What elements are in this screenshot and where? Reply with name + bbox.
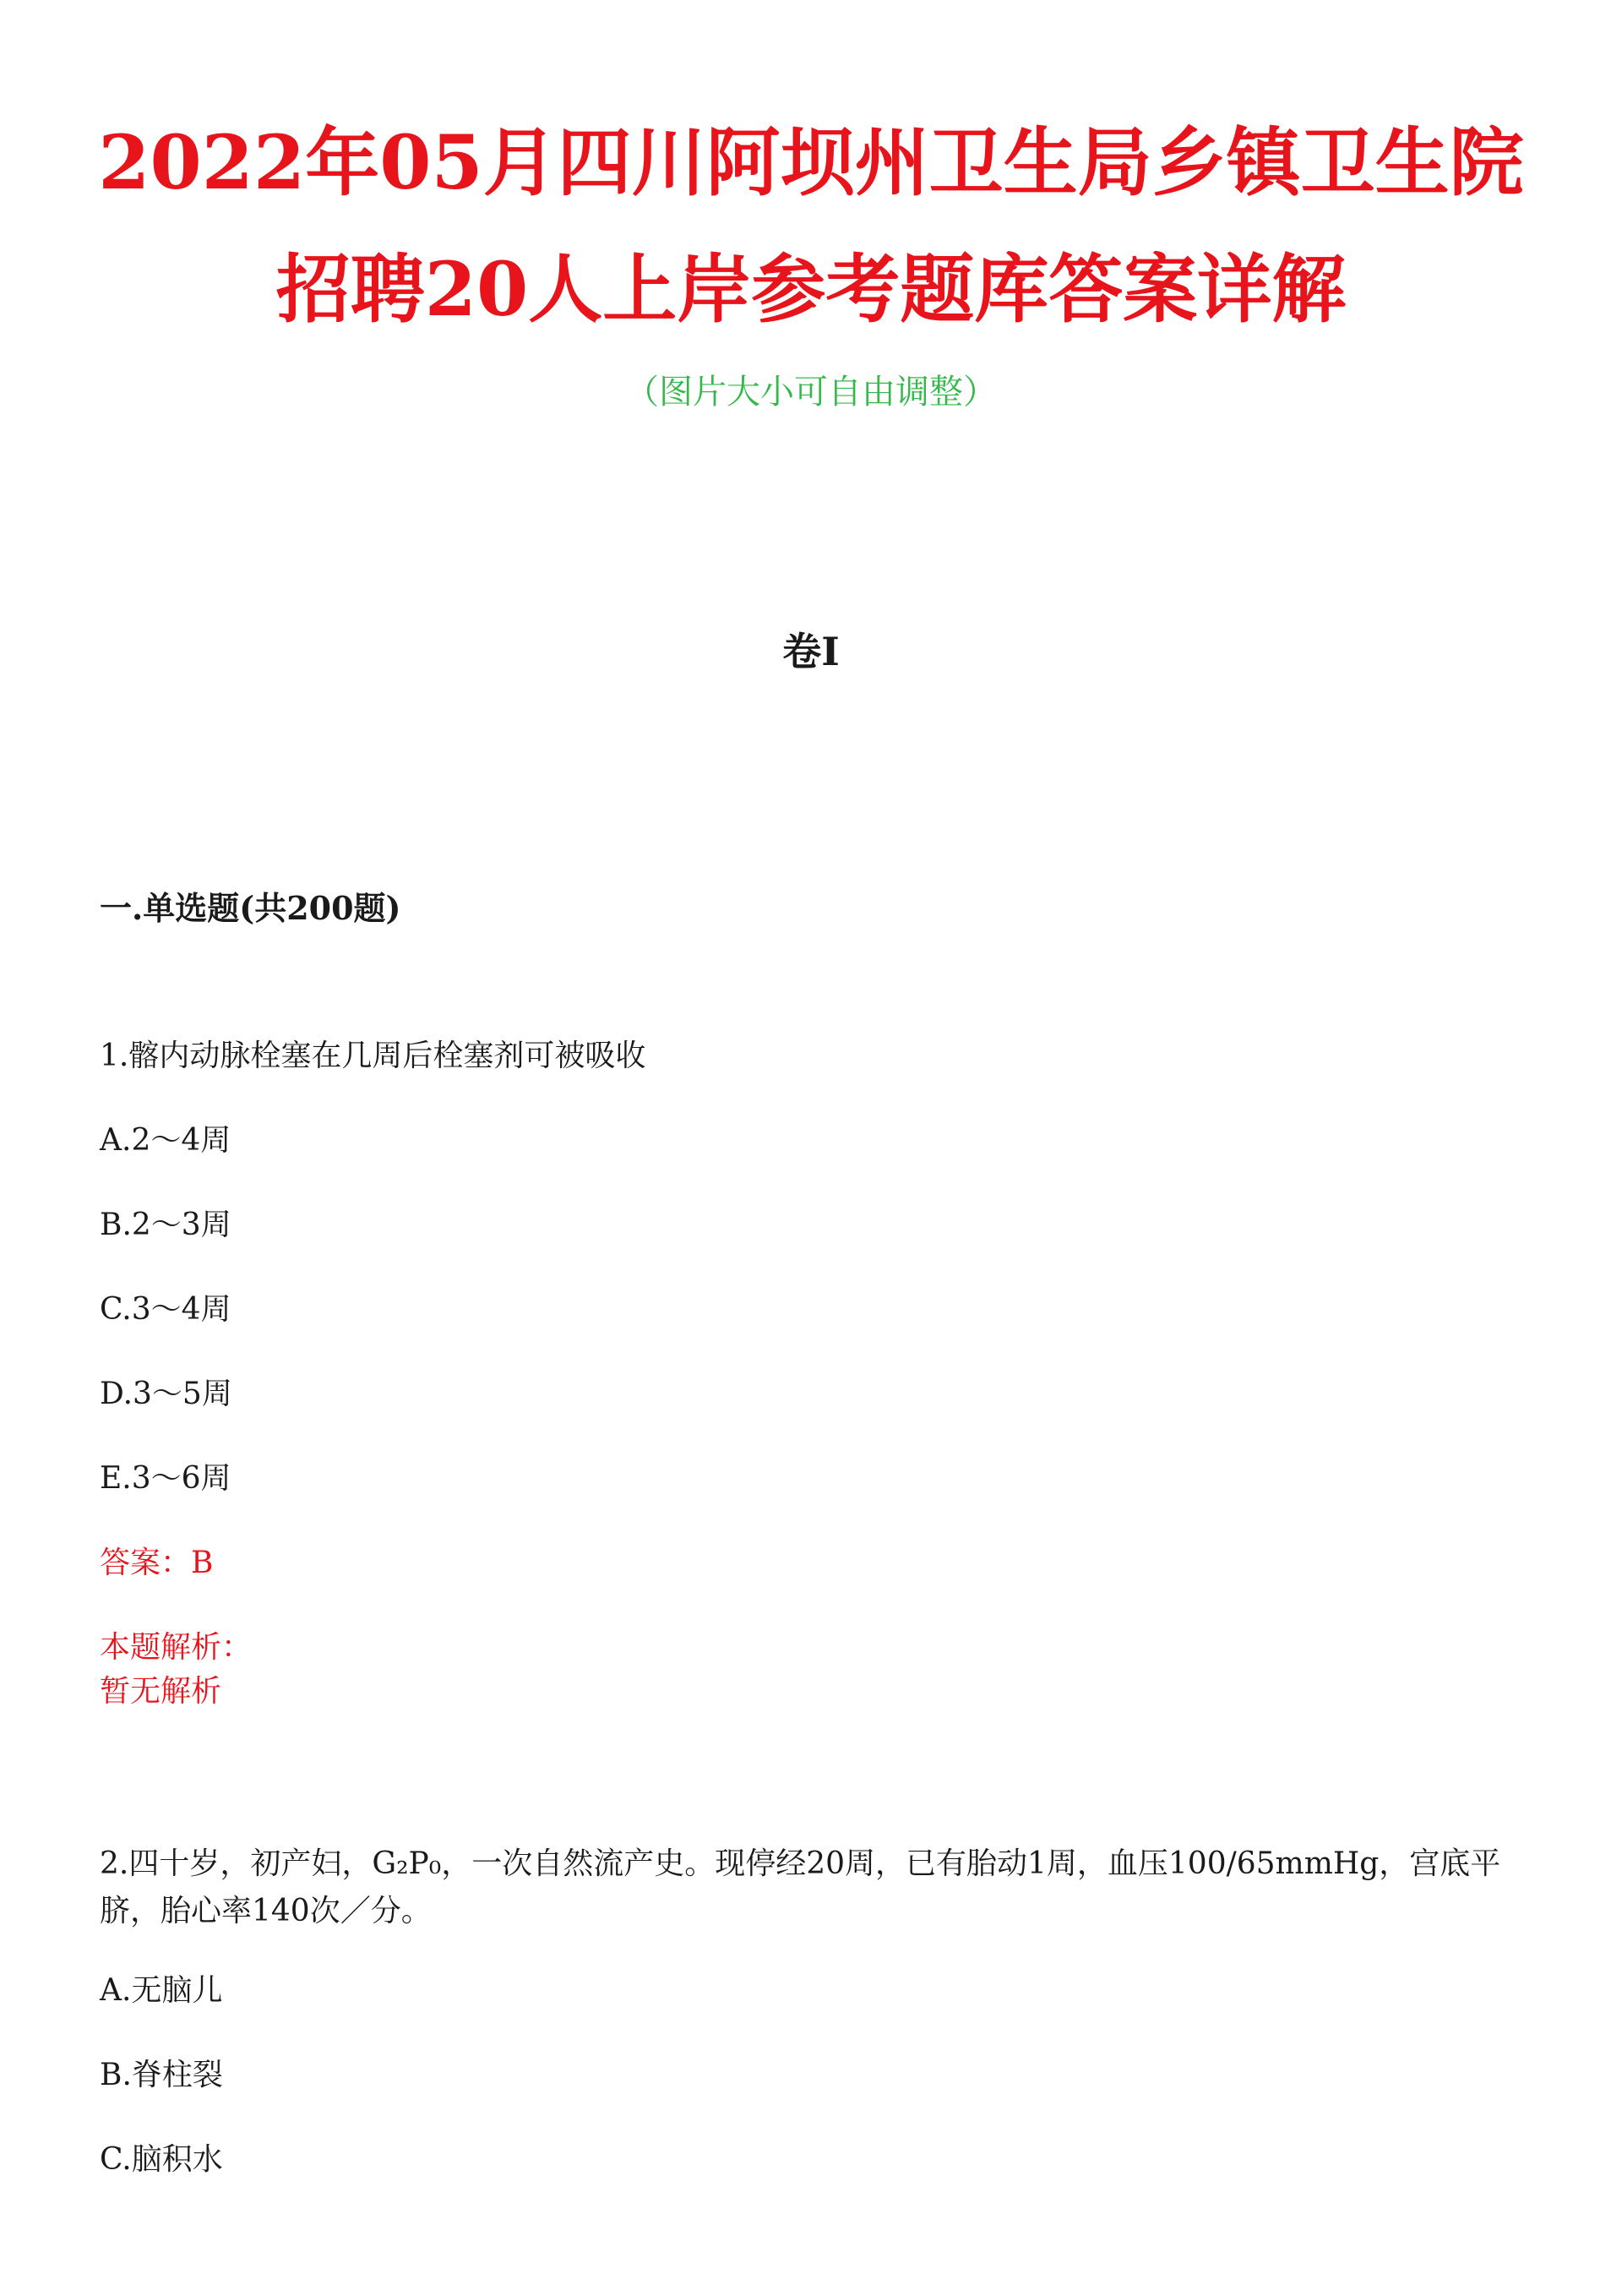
question-1-analysis-label: 本题解析： [100, 1630, 253, 1665]
question-1-analysis-text: 暂无解析 [100, 1674, 222, 1709]
question-2-option-c: C.脑积水 [100, 2142, 223, 2177]
volume-title: 卷I [782, 629, 840, 674]
question-1-stem: 1.髂内动脉栓塞在几周后栓塞剂可被吸收 [100, 1039, 646, 1073]
question-2-option-a: A.无脑儿 [100, 1973, 223, 2008]
question-2-option-b: B.脊柱裂 [100, 2058, 223, 2092]
question-1-option-b: B.2～3周 [100, 1208, 231, 1242]
document-title-line-2: 招聘20人上岸参考题库答案详解 [275, 245, 1347, 333]
question-1-option-e: E.3～6周 [100, 1461, 231, 1496]
question-1-option-a: A.2～4周 [100, 1123, 231, 1158]
document-title-line-1: 2022年05月四川阿坝州卫生局乡镇卫生院 [98, 118, 1524, 206]
document-subtitle: （图片大小可自由调整） [625, 373, 997, 412]
question-1-option-d: D.3～5周 [100, 1377, 232, 1411]
question-1-option-c: C.3～4周 [100, 1292, 231, 1327]
question-2-stem: 2.四十岁，初产妇，G₂P₀，一次自然流产史。现停经20周，已有胎动1周，血压100/65mmHg，宫底平脐，胎心率140次／分。 [100, 1846, 1501, 1928]
section-heading: 一.单选题(共200题) [100, 889, 401, 927]
question-1-answer: 答案：B [100, 1546, 214, 1580]
